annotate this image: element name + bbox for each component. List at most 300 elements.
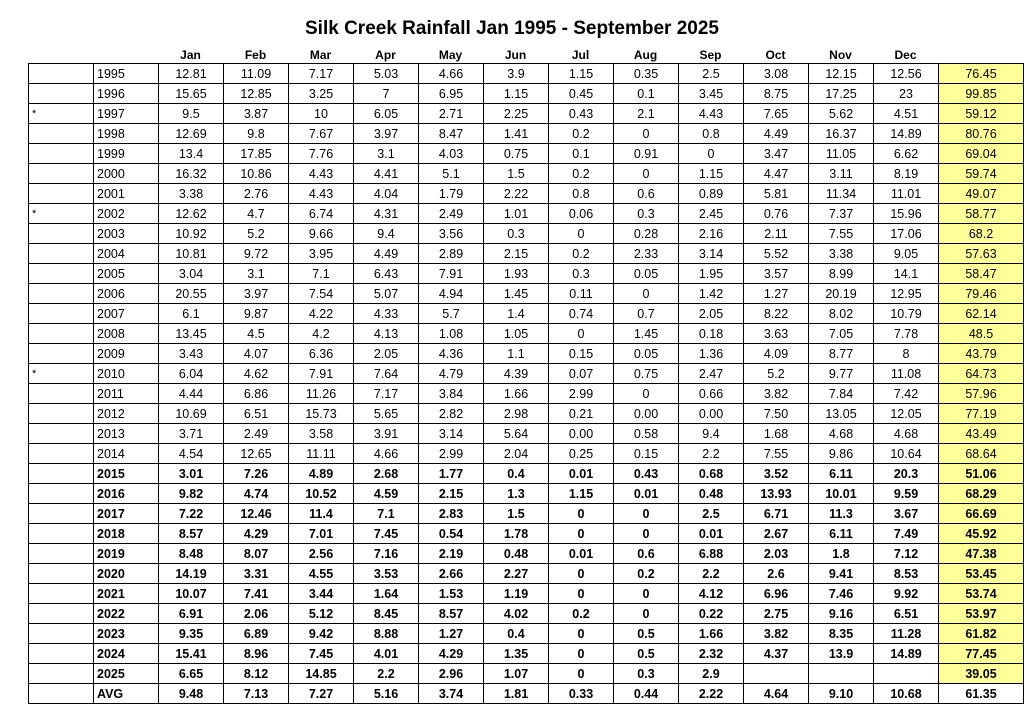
rainfall-cell: 6.86 [224, 384, 289, 404]
rainfall-cell: 0.48 [679, 484, 744, 504]
rainfall-cell: 1.15 [679, 164, 744, 184]
rainfall-cell: 7.16 [354, 544, 419, 564]
rainfall-cell: 5.52 [744, 244, 809, 264]
rainfall-cell: 0 [614, 124, 679, 144]
table-row [29, 464, 1024, 484]
year-cell: 2009 [94, 344, 159, 364]
rainfall-cell: 4.29 [419, 644, 484, 664]
rainfall-cell: 9.92 [874, 584, 939, 604]
row-marker [29, 244, 94, 264]
year-cell: 2000 [94, 164, 159, 184]
month-header: Jan [180, 48, 201, 62]
row-marker: * [29, 364, 94, 384]
table-row [29, 204, 1024, 224]
rainfall-cell: 6.88 [679, 544, 744, 564]
rainfall-cell: 11.05 [809, 144, 874, 164]
rainfall-cell: 12.95 [874, 284, 939, 304]
rainfall-cell: 8.07 [224, 544, 289, 564]
rainfall-cell: 8.47 [419, 124, 484, 144]
rainfall-cell: 0.4 [484, 464, 549, 484]
year-cell: 2017 [94, 504, 159, 524]
rainfall-cell: 3.38 [809, 244, 874, 264]
row-marker [29, 464, 94, 484]
rainfall-cell: 4.66 [354, 444, 419, 464]
rainfall-cell: 1.42 [679, 284, 744, 304]
rainfall-cell: 3.44 [289, 584, 354, 604]
rainfall-cell: 1.79 [419, 184, 484, 204]
rainfall-cell: 5.12 [289, 604, 354, 624]
rainfall-cell: 9.59 [874, 484, 939, 504]
rainfall-cell: 4.36 [419, 344, 484, 364]
rainfall-cell: 8.22 [744, 304, 809, 324]
rainfall-cell: 0 [679, 144, 744, 164]
rainfall-cell: 8.77 [809, 344, 874, 364]
table-row [29, 424, 1024, 444]
rainfall-cell: 7 [354, 84, 419, 104]
table-row [29, 584, 1024, 604]
annual-total-cell: 62.14 [939, 304, 1024, 324]
rainfall-cell: 7.37 [809, 204, 874, 224]
annual-total-cell: 51.06 [939, 464, 1024, 484]
rainfall-cell: 0.15 [614, 444, 679, 464]
table-row [29, 504, 1024, 524]
rainfall-cell: 9.82 [159, 484, 224, 504]
rainfall-cell: 2.05 [679, 304, 744, 324]
rainfall-cell: 9.8 [224, 124, 289, 144]
rainfall-cell: 0.05 [614, 264, 679, 284]
rainfall-cell: 4.43 [289, 164, 354, 184]
rainfall-cell: 3.95 [289, 244, 354, 264]
year-cell: 2021 [94, 584, 159, 604]
rainfall-cell: 2.2 [354, 664, 419, 684]
rainfall-cell: 0.11 [549, 284, 614, 304]
rainfall-cell: 4.74 [224, 484, 289, 504]
table-row [29, 664, 1024, 684]
rainfall-cell: 12.81 [159, 64, 224, 84]
rainfall-cell: 10.64 [874, 444, 939, 464]
row-marker [29, 304, 94, 324]
rainfall-cell: 13.4 [159, 144, 224, 164]
rainfall-cell: 9.5 [159, 104, 224, 124]
rainfall-cell: 6.36 [289, 344, 354, 364]
rainfall-cell: 16.37 [809, 124, 874, 144]
rainfall-cell: 0 [614, 384, 679, 404]
rainfall-cell: 4.49 [744, 124, 809, 144]
annual-total-cell: 61.82 [939, 624, 1024, 644]
rainfall-cell: 6.91 [159, 604, 224, 624]
rainfall-cell: 0.3 [549, 264, 614, 284]
rainfall-cell: 9.87 [224, 304, 289, 324]
year-cell: 2011 [94, 384, 159, 404]
rainfall-cell: 2.89 [419, 244, 484, 264]
month-header: Apr [375, 48, 396, 62]
rainfall-cell: 2.04 [484, 444, 549, 464]
row-marker [29, 144, 94, 164]
rainfall-cell: 2.15 [419, 484, 484, 504]
rainfall-cell: 0.6 [614, 184, 679, 204]
table-row [29, 124, 1024, 144]
year-cell: 2024 [94, 644, 159, 664]
annual-total-cell: 49.07 [939, 184, 1024, 204]
rainfall-cell: 4.01 [354, 644, 419, 664]
annual-total-cell: 77.19 [939, 404, 1024, 424]
rainfall-cell: 0.75 [614, 364, 679, 384]
rainfall-cell: 0.22 [679, 604, 744, 624]
rainfall-cell: 9.16 [809, 604, 874, 624]
rainfall-cell: 2.56 [289, 544, 354, 564]
annual-total-cell: 53.74 [939, 584, 1024, 604]
rainfall-cell: 2.67 [744, 524, 809, 544]
rainfall-cell: 0.8 [679, 124, 744, 144]
row-marker [29, 544, 94, 564]
month-header: Mar [309, 48, 332, 62]
year-cell: 2013 [94, 424, 159, 444]
row-marker [29, 64, 94, 84]
rainfall-cell: 4.33 [354, 304, 419, 324]
rainfall-cell: 4.5 [224, 324, 289, 344]
rainfall-cell: 3.14 [419, 424, 484, 444]
rainfall-cell: 8.57 [159, 524, 224, 544]
rainfall-cell: 17.85 [224, 144, 289, 164]
month-header: Jul [571, 48, 590, 62]
annual-total-cell: 45.92 [939, 524, 1024, 544]
row-marker [29, 184, 94, 204]
rainfall-cell: 3.1 [354, 144, 419, 164]
row-marker [29, 524, 94, 544]
rainfall-cell: 2.71 [419, 104, 484, 124]
rainfall-cell: 17.06 [874, 224, 939, 244]
year-cell: 2025 [94, 664, 159, 684]
rainfall-cell: 9.86 [809, 444, 874, 464]
rainfall-cell: 2.99 [419, 444, 484, 464]
rainfall-cell: 3.84 [419, 384, 484, 404]
rainfall-cell: 4.31 [354, 204, 419, 224]
rainfall-cell: 3.71 [159, 424, 224, 444]
table-row [29, 364, 1024, 384]
average-cell: 2.22 [679, 684, 744, 704]
row-marker [29, 624, 94, 644]
rainfall-cell: 0.89 [679, 184, 744, 204]
rainfall-cell: 12.65 [224, 444, 289, 464]
rainfall-cell: 9.41 [809, 564, 874, 584]
row-marker [29, 644, 94, 664]
rainfall-cell: 4.2 [289, 324, 354, 344]
year-cell: 2003 [94, 224, 159, 244]
table-row [29, 164, 1024, 184]
rainfall-cell: 8.75 [744, 84, 809, 104]
rainfall-cell: 4.49 [354, 244, 419, 264]
rainfall-cell: 14.89 [874, 644, 939, 664]
rainfall-cell: 3.52 [744, 464, 809, 484]
rainfall-cell: 15.41 [159, 644, 224, 664]
average-row [29, 684, 1024, 704]
row-marker [29, 164, 94, 184]
rainfall-cell: 2.76 [224, 184, 289, 204]
table-row [29, 264, 1024, 284]
rainfall-cell: 8.57 [419, 604, 484, 624]
month-header: Jun [504, 48, 527, 62]
rainfall-cell: 0.75 [484, 144, 549, 164]
rainfall-cell: 0 [614, 164, 679, 184]
rainfall-cell: 2.16 [679, 224, 744, 244]
rainfall-cell: 7.54 [289, 284, 354, 304]
rainfall-cell: 6.74 [289, 204, 354, 224]
rainfall-cell: 8.19 [874, 164, 939, 184]
rainfall-cell: 4.37 [744, 644, 809, 664]
rainfall-cell: 11.26 [289, 384, 354, 404]
rainfall-cell: 2.6 [744, 564, 809, 584]
rainfall-cell: 7.12 [874, 544, 939, 564]
table-row [29, 144, 1024, 164]
rainfall-cell: 7.91 [419, 264, 484, 284]
rainfall-cell: 1.68 [744, 424, 809, 444]
rainfall-cell: 2.49 [419, 204, 484, 224]
rainfall-cell: 3.11 [809, 164, 874, 184]
rainfall-cell: 7.55 [744, 444, 809, 464]
rainfall-cell: 20.19 [809, 284, 874, 304]
rainfall-cell: 3.87 [224, 104, 289, 124]
rainfall-cell: 5.81 [744, 184, 809, 204]
rainfall-cell: 3.43 [159, 344, 224, 364]
row-marker [29, 664, 94, 684]
rainfall-cell: 2.25 [484, 104, 549, 124]
rainfall-cell: 0.25 [549, 444, 614, 464]
rainfall-cell: 8.99 [809, 264, 874, 284]
rainfall-cell: 2.06 [224, 604, 289, 624]
year-cell: 2006 [94, 284, 159, 304]
annual-total-cell: 80.76 [939, 124, 1024, 144]
rainfall-cell: 1.4 [484, 304, 549, 324]
rainfall-cell: 2.22 [484, 184, 549, 204]
rainfall-cell: 10.86 [224, 164, 289, 184]
rainfall-cell: 0 [549, 664, 614, 684]
annual-total-cell: 57.96 [939, 384, 1024, 404]
rainfall-cell: 3.14 [679, 244, 744, 264]
rainfall-cell: 0.15 [549, 344, 614, 364]
rainfall-cell: 0.00 [614, 404, 679, 424]
rainfall-cell: 3.01 [159, 464, 224, 484]
rainfall-cell: 0.2 [549, 124, 614, 144]
table-row [29, 604, 1024, 624]
rainfall-cell: 15.65 [159, 84, 224, 104]
rainfall-cell: 0 [614, 504, 679, 524]
year-cell: 2020 [94, 564, 159, 584]
rainfall-cell: 1.66 [484, 384, 549, 404]
annual-total-cell: 58.77 [939, 204, 1024, 224]
rainfall-cell: 2.49 [224, 424, 289, 444]
rainfall-cell: 0 [549, 644, 614, 664]
rainfall-cell: 23 [874, 84, 939, 104]
rainfall-cell: 7.55 [809, 224, 874, 244]
annual-total-cell: 48.5 [939, 324, 1024, 344]
rainfall-cell: 7.41 [224, 584, 289, 604]
row-marker: * [29, 104, 94, 124]
row-marker [29, 324, 94, 344]
rainfall-cell: 0.28 [614, 224, 679, 244]
row-marker [29, 384, 94, 404]
rainfall-cell: 4.47 [744, 164, 809, 184]
year-cell: 2016 [94, 484, 159, 504]
rainfall-cell: 0.21 [549, 404, 614, 424]
rainfall-cell: 5.2 [224, 224, 289, 244]
rainfall-cell: 0.2 [549, 604, 614, 624]
row-marker [29, 604, 94, 624]
rainfall-cell: 4.62 [224, 364, 289, 384]
rainfall-cell: 2.9 [679, 664, 744, 684]
rainfall-cell: 9.42 [289, 624, 354, 644]
rainfall-cell: 3.1 [224, 264, 289, 284]
rainfall-cell: 0.74 [549, 304, 614, 324]
rainfall-cell: 3.56 [419, 224, 484, 244]
rainfall-cell: 6.95 [419, 84, 484, 104]
average-cell: 0.33 [549, 684, 614, 704]
rainfall-cell [809, 664, 874, 684]
rainfall-cell: 3.38 [159, 184, 224, 204]
rainfall-cell: 7.46 [809, 584, 874, 604]
rainfall-cell: 5.03 [354, 64, 419, 84]
rainfall-cell: 11.4 [289, 504, 354, 524]
rainfall-cell: 6.43 [354, 264, 419, 284]
rainfall-cell: 4.04 [354, 184, 419, 204]
annual-total-cell: 66.69 [939, 504, 1024, 524]
rainfall-cell: 8.53 [874, 564, 939, 584]
rainfall-cell: 11.11 [289, 444, 354, 464]
rainfall-cell: 10.69 [159, 404, 224, 424]
year-cell: 1998 [94, 124, 159, 144]
rainfall-cell: 0.3 [614, 664, 679, 684]
rainfall-cell: 3.82 [744, 384, 809, 404]
month-header: Feb [244, 48, 267, 62]
rainfall-cell: 0.6 [614, 544, 679, 564]
rainfall-cell: 3.97 [354, 124, 419, 144]
rainfall-cell: 0 [549, 324, 614, 344]
rainfall-cell: 6.71 [744, 504, 809, 524]
table-row [29, 484, 1024, 504]
row-marker [29, 264, 94, 284]
table-row [29, 344, 1024, 364]
rainfall-cell: 0.66 [679, 384, 744, 404]
rainfall-cell: 1.5 [484, 164, 549, 184]
rainfall-cell: 1.36 [679, 344, 744, 364]
row-marker [29, 504, 94, 524]
year-cell: 2023 [94, 624, 159, 644]
rainfall-cell: 3.67 [874, 504, 939, 524]
year-cell: 2014 [94, 444, 159, 464]
row-marker [29, 344, 94, 364]
rainfall-cell: 1.27 [419, 624, 484, 644]
rainfall-cell: 16.32 [159, 164, 224, 184]
rainfall-cell: 7.1 [354, 504, 419, 524]
annual-total-cell: 77.45 [939, 644, 1024, 664]
rainfall-cell: 3.58 [289, 424, 354, 444]
rainfall-cell: 2.68 [354, 464, 419, 484]
rainfall-cell: 8 [874, 344, 939, 364]
rainfall-cell: 2.32 [679, 644, 744, 664]
rainfall-cell: 2.11 [744, 224, 809, 244]
rainfall-cell: 9.4 [679, 424, 744, 444]
rainfall-cell: 0 [549, 524, 614, 544]
rainfall-cell: 7.01 [289, 524, 354, 544]
rainfall-cell: 11.08 [874, 364, 939, 384]
annual-total-cell: 39.05 [939, 664, 1024, 684]
rainfall-cell: 2.99 [549, 384, 614, 404]
rainfall-cell: 2.96 [419, 664, 484, 684]
rainfall-cell: 4.89 [289, 464, 354, 484]
rainfall-table [28, 63, 1024, 704]
year-cell: 1996 [94, 84, 159, 104]
table-row [29, 244, 1024, 264]
rainfall-cell: 4.7 [224, 204, 289, 224]
rainfall-cell: 1.15 [549, 484, 614, 504]
rainfall-cell: 1.07 [484, 664, 549, 684]
rainfall-cell: 2.2 [679, 564, 744, 584]
rainfall-cell: 1.45 [614, 324, 679, 344]
rainfall-cell: 14.89 [874, 124, 939, 144]
rainfall-cell: 8.35 [809, 624, 874, 644]
rainfall-cell: 0.8 [549, 184, 614, 204]
rainfall-cell: 4.02 [484, 604, 549, 624]
rainfall-cell: 2.2 [679, 444, 744, 464]
annual-total-cell: 79.46 [939, 284, 1024, 304]
year-cell: 2004 [94, 244, 159, 264]
rainfall-cell: 7.67 [289, 124, 354, 144]
rainfall-cell: 4.03 [419, 144, 484, 164]
rainfall-cell: 0.2 [549, 244, 614, 264]
rainfall-cell: 7.76 [289, 144, 354, 164]
rainfall-cell: 8.45 [354, 604, 419, 624]
rainfall-cell: 7.65 [744, 104, 809, 124]
annual-total-cell: 69.04 [939, 144, 1024, 164]
rainfall-cell: 2.82 [419, 404, 484, 424]
rainfall-cell: 7.49 [874, 524, 939, 544]
month-header: Oct [765, 48, 786, 62]
rainfall-cell: 5.62 [809, 104, 874, 124]
rainfall-cell: 11.01 [874, 184, 939, 204]
rainfall-cell: 6.51 [874, 604, 939, 624]
rainfall-cell: 10.07 [159, 584, 224, 604]
rainfall-cell: 12.85 [224, 84, 289, 104]
rainfall-cell: 7.22 [159, 504, 224, 524]
month-header: Aug [633, 48, 658, 62]
rainfall-cell: 11.34 [809, 184, 874, 204]
rainfall-cell: 2.47 [679, 364, 744, 384]
rainfall-cell: 7.45 [354, 524, 419, 544]
rainfall-cell: 0.01 [549, 544, 614, 564]
rainfall-cell: 11.3 [809, 504, 874, 524]
rainfall-cell: 0.01 [549, 464, 614, 484]
year-cell: 1999 [94, 144, 159, 164]
row-marker [29, 424, 94, 444]
row-marker [29, 584, 94, 604]
table-row [29, 104, 1024, 124]
rainfall-cell: 1.45 [484, 284, 549, 304]
rainfall-cell: 3.63 [744, 324, 809, 344]
rainfall-cell: 6.11 [809, 524, 874, 544]
rainfall-cell: 8.96 [224, 644, 289, 664]
annual-total-cell: 43.79 [939, 344, 1024, 364]
rainfall-cell: 10.79 [874, 304, 939, 324]
average-cell: 1.81 [484, 684, 549, 704]
annual-total-cell: 59.74 [939, 164, 1024, 184]
rainfall-cell: 2.03 [744, 544, 809, 564]
rainfall-cell: 1.66 [679, 624, 744, 644]
row-marker [29, 124, 94, 144]
rainfall-cell: 4.43 [289, 184, 354, 204]
rainfall-cell: 0.00 [549, 424, 614, 444]
annual-total-cell: 58.47 [939, 264, 1024, 284]
rainfall-cell: 4.79 [419, 364, 484, 384]
rainfall-cell: 9.72 [224, 244, 289, 264]
